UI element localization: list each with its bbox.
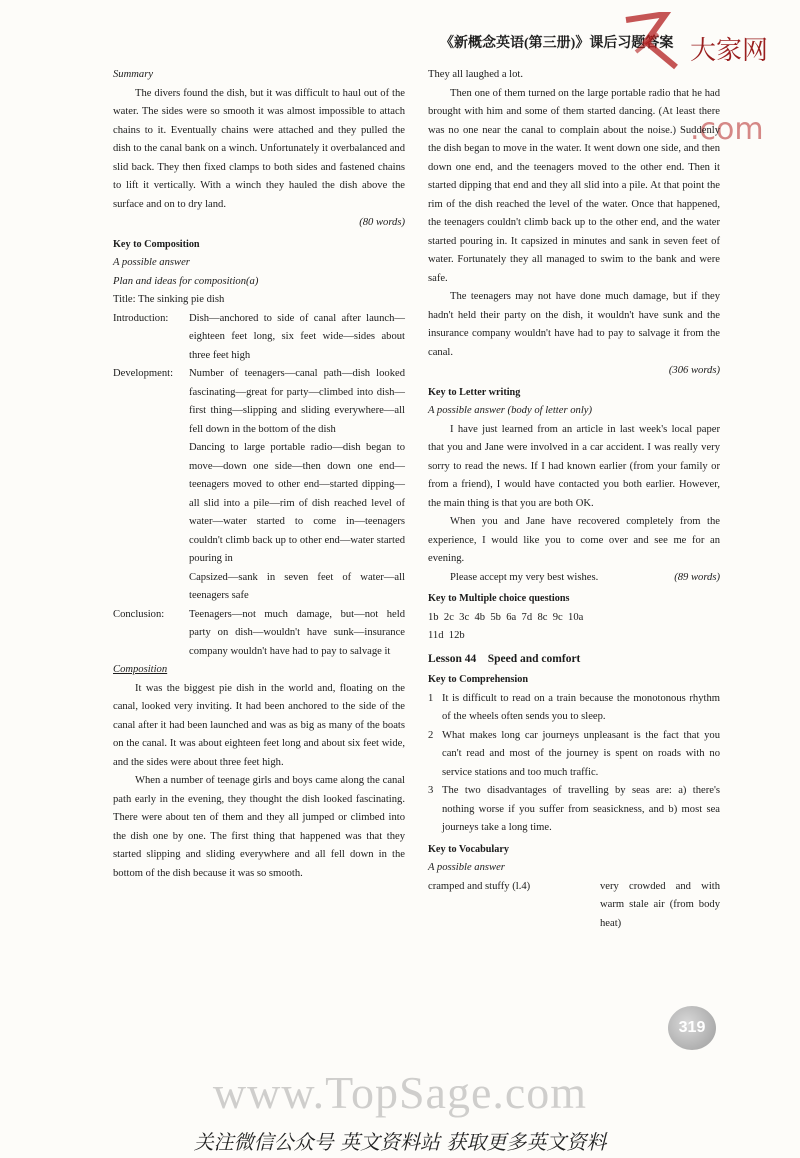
plan-heading: Plan and ideas for composition(a): [113, 275, 259, 287]
left-column: [113, 66, 405, 883]
comprehension-item: 2 What makes long car journeys unpleasant is the fact that you can't read and most of the journey is spent on roads with no service stations and too much traffic.: [428, 729, 720, 778]
vocab-possible-label: A possible answer: [428, 862, 505, 873]
key-comprehension-heading: Key to Comprehension: [428, 674, 528, 685]
summary-word-count: (80 words): [359, 217, 405, 228]
composition-paragraph: Then one of them turned on the large portable radio that he had brought with him and some of them started dancing. (At least there was no one near the canal to complain about the noise.) Suddenly the dish began to move in the water. It went down one side, and then down one end, and the teenagers moved to the other end. Then it started dipping that end and they all slid into a pile. At that point the rim of the dish reached the level of the water. Once that happened, the teenagers couldn't climb back up to the other end, and the water started pouring in. It capsized in minutes and sank in seven feet of water. Fortunately they all managed to swim to the bank and were safe.: [428, 87, 720, 284]
right-column: [428, 66, 720, 933]
vocab-term: cramped and stuffy (l.4): [428, 880, 531, 892]
lesson-heading: Lesson 44 Speed and comfort: [428, 652, 581, 665]
plan-row: Dancing to large portable radio—dish began to move—down one side—then down one end—teenagers moved to other end—started dipping—all slid into a pile—rim of dish reached level of water—water started to come in—teenagers couldn't climb back up to other end—water started pouring in: [189, 442, 405, 564]
letter-word-count: (89 words): [674, 571, 720, 583]
footer-watermark: www.TopSage.com: [212, 1067, 588, 1118]
letter-closing: Please accept my very best wishes. (89 words): [428, 569, 720, 588]
composition-paragraph: The teenagers may not have done much damage, but if they hadn't held their party on the dish, it wouldn't have sunk and the insurance company wouldn't have had to pay to salvage it from the canal.: [428, 291, 720, 358]
possible-answer-label: A possible answer: [113, 257, 190, 268]
key-mc-heading: Key to Multiple choice questions: [428, 593, 570, 604]
composition-paragraph: When a number of teenage girls and boys came along the canal path early in the evening, they thought the dish looked fascinating. There were about ten of them and they all jumped or climbed into the dish one by one. The first thing that happened was that they started slipping and sliding everywhere and all fell down in the bottom of the dish because it was so smooth.: [113, 775, 405, 879]
page-number-badge: 319: [668, 1006, 716, 1050]
plan-row: Introduction: Dish—anchored to side of canal after launch—eighteen feet long, six feet wide—sides about three feet high: [113, 312, 405, 361]
book-title: 《新概念英语(第三册)》课后习题答案: [440, 36, 674, 51]
summary-heading: Summary: [113, 69, 154, 80]
plan-row: Development: Number of teenagers—canal path—dish looked fascinating—great for party—climbed into dish—first thing—slipping and sliding everywhere—all fell down in the bottom of the dish: [113, 368, 405, 435]
footer-note: 关注微信公众号 英文资料站 获取更多英文资料: [193, 1130, 607, 1154]
key-vocabulary-heading: Key to Vocabulary: [428, 843, 509, 855]
summary-text: The divers found the dish, but it was difficult to haul out of the water. The sides were so smooth it was almost impossible to attach chains to it. Eventually chains were attached and they pulled the dish to the canal bank on a winch. Unfortunately it overbalanced and slid back. They then fixed clamps to both sides and fastened chains to lift it vertically. With a winch they hauled the dish above the surface and on to dry land.: [113, 87, 405, 210]
composition-title-line: Title: The sinking pie dish: [113, 294, 225, 305]
plan-row: Conclusion: Teenagers—not much damage, but—not held party on dish—wouldn't have sunk—insurance company wouldn't have had to pay to salvage it: [113, 608, 405, 657]
mc-answers-line: 1b 2c 3c 4b 5b 6a 7d 8c 9c 10a: [428, 611, 584, 623]
key-letter-heading: Key to Letter writing: [428, 386, 521, 398]
comprehension-item: 1 It is difficult to read on a train because the monotonous rhythm of the wheels often sends you to sleep.: [428, 692, 720, 722]
composition-heading: Composition: [113, 664, 168, 675]
composition-paragraph: It was the biggest pie dish in the world and, floating on the canal, looked very inviting. It had been anchored to the side of the canal after it had been launched and was as big as many of the boats on the canal. It was about eighteen feet long and about six feet wide, and the sides were about three feet high.: [113, 682, 405, 768]
letter-paragraph: I have just learned from an article in last week's local paper that you and Jane were involved in a car accident. I was really very sorry to read the news. If I had known earlier (from your family or from a friend), I would have contacted you both earlier. However, the main thing is that you are both OK.: [428, 423, 720, 509]
vocab-definition: very crowded and with warm stale air (from body heat): [600, 880, 720, 929]
site-logo-text: 大家网: [690, 36, 769, 66]
page-header: [440, 24, 800, 68]
watermark-com: .com: [690, 112, 764, 147]
comprehension-item: 3 The two disadvantages of travelling by seas are: a) there's nothing worse if you suffer from seasickness, and b) most sea journeys take a long time.: [428, 785, 720, 833]
key-composition-heading: Key to Composition: [113, 238, 200, 250]
letter-possible-label: A possible answer (body of letter only): [428, 405, 592, 416]
composition-paragraph: They all laughed a lot.: [428, 69, 524, 80]
letter-paragraph: When you and Jane have recovered completely from the experience, I would like you to come over and see me for an evening.: [428, 516, 720, 564]
plan-row: Capsized—sank in seven feet of water—all teenagers safe: [189, 571, 405, 601]
vocab-item: [428, 878, 720, 934]
mc-answers-line: 11d 12b: [428, 630, 465, 641]
composition-word-count: (306 words): [668, 365, 720, 376]
